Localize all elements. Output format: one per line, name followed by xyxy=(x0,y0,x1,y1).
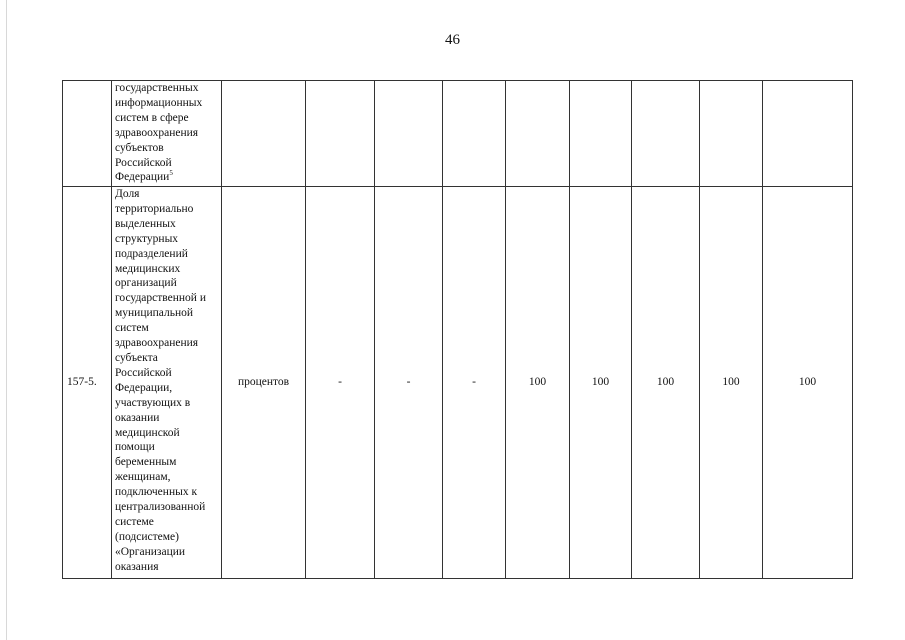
description-line: медицинской xyxy=(115,426,180,439)
description-line: централизованной xyxy=(115,501,206,514)
value-cell: 100 xyxy=(632,187,700,579)
unit-cell: процентов xyxy=(222,187,306,579)
description-line: муниципальной xyxy=(115,307,194,320)
description-line: подразделений xyxy=(115,247,188,260)
description-line: выделенных xyxy=(115,217,176,230)
indicator-description-cell xyxy=(112,81,222,187)
description-line: организаций xyxy=(115,277,177,290)
value-cell xyxy=(570,81,632,187)
value-cell xyxy=(700,81,763,187)
value-cell xyxy=(443,81,506,187)
value-cell: - xyxy=(375,187,443,579)
description-line: территориально xyxy=(115,202,194,215)
description-line: здравоохранения xyxy=(115,337,199,350)
description-line: беременным xyxy=(115,456,177,469)
description-line: участвующих в xyxy=(115,396,191,409)
description-line: Российской xyxy=(115,156,172,169)
description-line: субъекта xyxy=(115,351,158,364)
description-line: медицинских xyxy=(115,262,181,275)
description-line: оказании xyxy=(115,411,160,424)
description-line: субъектов xyxy=(115,141,164,154)
description-line: здравоохранения xyxy=(115,126,199,139)
value-cell xyxy=(632,81,700,187)
table-row xyxy=(63,81,853,187)
value-cell: 100 xyxy=(570,187,632,579)
description-line: системе xyxy=(115,515,154,528)
page-number: 46 xyxy=(445,32,460,48)
description-line: Федерации, xyxy=(115,381,173,394)
value-cell: - xyxy=(443,187,506,579)
table-row xyxy=(63,187,853,579)
value-cell xyxy=(763,81,853,187)
value-cell xyxy=(375,81,443,187)
description-line: оказания xyxy=(115,560,159,573)
description-line: Федерации xyxy=(115,171,170,184)
indicator-description-cell xyxy=(112,187,222,579)
indicator-table xyxy=(62,80,853,579)
description-line: систем xyxy=(115,322,149,335)
value-cell: 100 xyxy=(700,187,763,579)
row-index-cell xyxy=(63,81,112,187)
description-line: систем в сфере xyxy=(115,111,189,124)
description-line-with-footnote xyxy=(115,170,219,185)
description-line: информационных xyxy=(115,96,203,109)
description-line: государственной и xyxy=(115,292,206,305)
description-line: Российской xyxy=(115,366,172,379)
description-line: подключенных к xyxy=(115,486,198,499)
description-line: (подсистеме) xyxy=(115,530,179,543)
description-line: «Организации xyxy=(115,545,186,558)
value-cell: - xyxy=(306,187,375,579)
footnote-marker: 5 xyxy=(169,169,173,178)
description-line: помощи xyxy=(115,441,155,454)
description-line: Доля xyxy=(115,188,140,200)
description-line: структурных xyxy=(115,232,179,245)
value-cell xyxy=(506,81,570,187)
description-line: государственных xyxy=(115,82,199,94)
page-left-edge xyxy=(6,0,7,640)
unit-cell xyxy=(222,81,306,187)
value-cell: 100 xyxy=(763,187,853,579)
value-cell xyxy=(306,81,375,187)
description-line: женщинам, xyxy=(115,471,171,484)
row-index-cell: 157-5. xyxy=(63,187,112,579)
value-cell: 100 xyxy=(506,187,570,579)
